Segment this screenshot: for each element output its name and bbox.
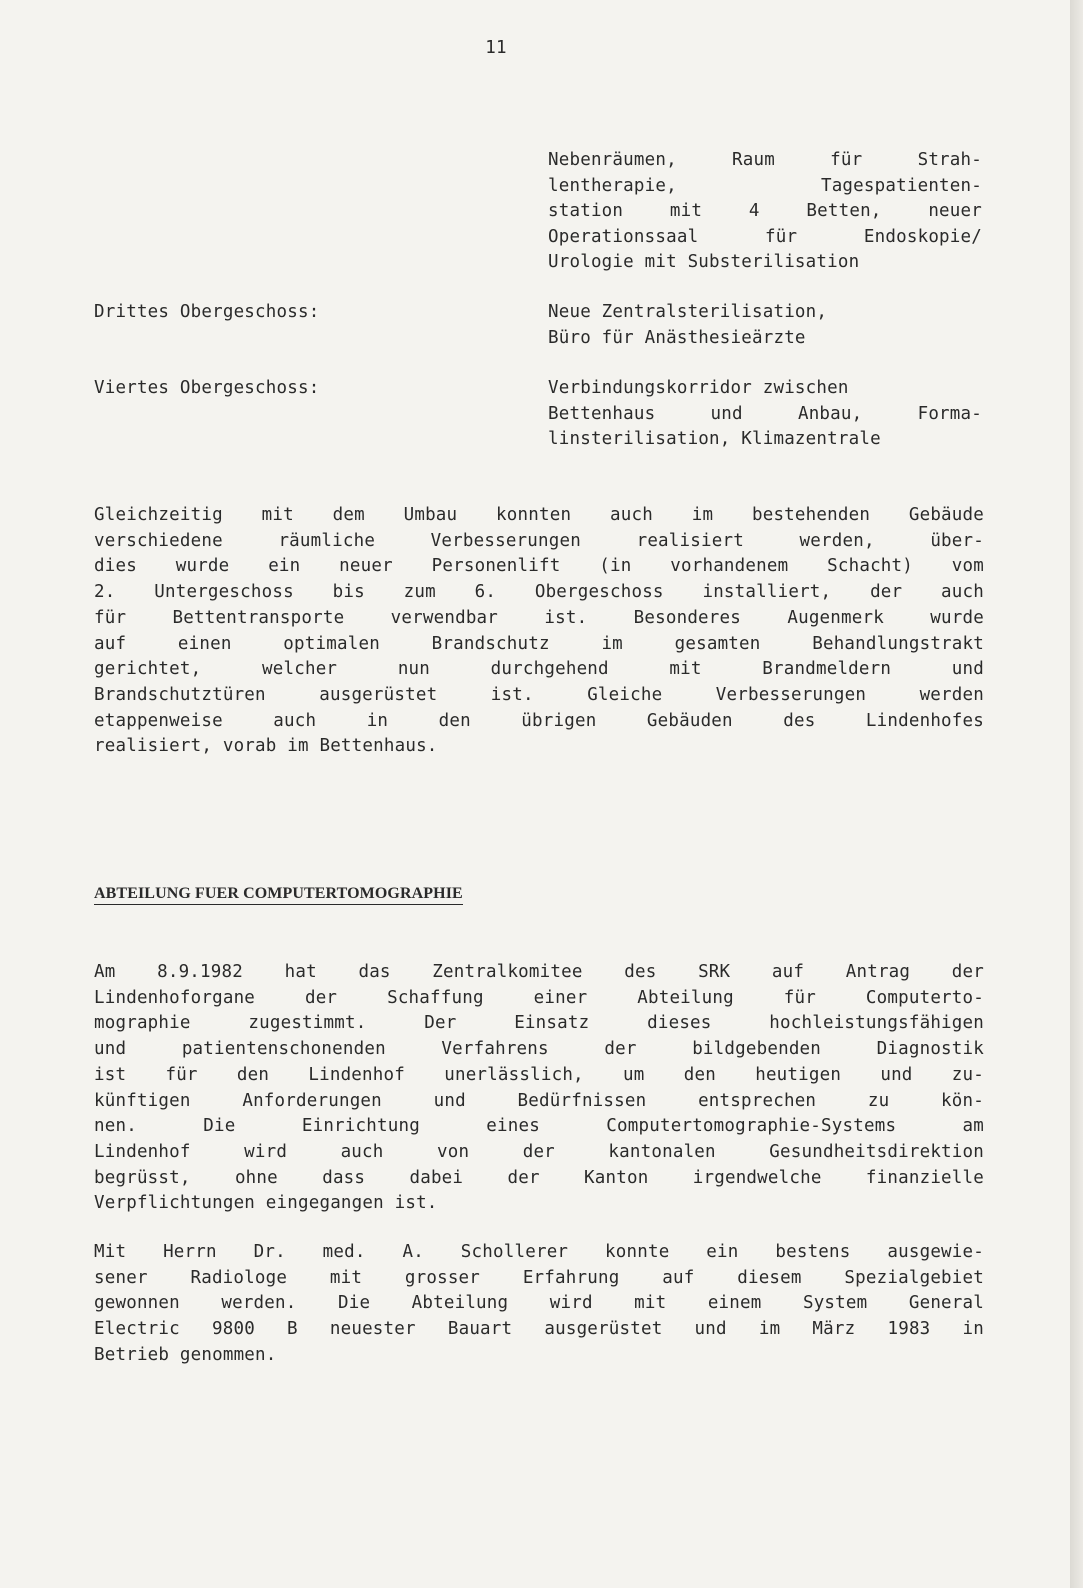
text-line: Electric 9800 B neuester Bauart ausgerüstet und im März 1983 in: [94, 1319, 984, 1340]
floor-label-fourth: Viertes Obergeschoss:: [94, 378, 320, 398]
text-line: künftigen Anforderungen und Bedürfnissen entsprechen zu kön-: [94, 1090, 984, 1111]
text-line: gewonnen werden. Die Abteilung wird mit einem System General: [94, 1293, 984, 1314]
page-number: 11: [485, 38, 507, 58]
text-line: für Bettentransporte verwendbar ist. Besonderes Augenmerk wurde: [94, 607, 984, 628]
paragraph-renovation: [94, 503, 984, 760]
text-line: Mit Herrn Dr. med. A. Schollerer konnte ein bestens ausgewie-: [94, 1242, 984, 1262]
text-line: Am 8.9.1982 hat das Zentralkomitee des SRK auf Antrag der: [94, 962, 984, 982]
text-line: Nebenräumen, Raum für Strah-: [548, 150, 982, 170]
paragraph-radiologist: [94, 1240, 984, 1369]
text-line: station mit 4 Betten, neuer: [548, 201, 982, 221]
section-heading: ABTEILUNG FUER COMPUTERTOMOGRAPHIE: [94, 885, 463, 905]
text-line: mographie zugestimmt. Der Einsatz dieses hochleistungsfähigen: [94, 1013, 984, 1034]
floor-label-third: Drittes Obergeschoss:: [94, 302, 320, 322]
text-line: auf einen optimalen Brandschutz im gesamten Behandlungstrakt: [94, 633, 984, 654]
text-line: lentherapie, Tagespatienten-: [548, 175, 982, 196]
text-line: Bettenhaus und Anbau, Forma-: [548, 403, 982, 424]
text-line: Betrieb genommen.: [94, 1344, 277, 1365]
text-line: etappenweise auch in den übrigen Gebäuden des Lindenhofes: [94, 710, 984, 731]
text-line: Verpflichtungen eingegangen ist.: [94, 1193, 438, 1214]
text-line: Brandschutztüren ausgerüstet ist. Gleiche Verbesserungen werden: [94, 684, 984, 705]
text-line: Neue Zentralsterilisation,: [548, 302, 828, 322]
text-line: Büro für Anästhesieärzte: [548, 327, 806, 348]
text-line: verschiedene räumliche Verbesserungen realisiert werden, über-: [94, 530, 984, 551]
text-line: Lindenhoforgane der Schaffung einer Abteilung für Computerto-: [94, 987, 984, 1008]
text-line: und patientenschonenden Verfahrens der bildgebenden Diagnostik: [94, 1039, 984, 1060]
text-line: ist für den Lindenhof unerlässlich, um den heutigen und zu-: [94, 1064, 984, 1085]
paragraph-ct-approval: [94, 960, 984, 1217]
text-line: nen. Die Einrichtung eines Computertomographie-Systems am: [94, 1116, 984, 1137]
continuation-description: [548, 148, 982, 276]
text-line: Verbindungskorridor zwischen: [548, 378, 849, 398]
text-line: sener Radiologe mit grosser Erfahrung auf diesem Spezialgebiet: [94, 1267, 984, 1288]
text-line: Gleichzeitig mit dem Umbau konnten auch im bestehenden Gebäude: [94, 505, 984, 525]
text-line: dies wurde ein neuer Personenlift (in vorhandenem Schacht) vom: [94, 556, 984, 577]
text-line: begrüsst, ohne dass dabei der Kanton irgendwelche finanzielle: [94, 1167, 984, 1188]
floor-description-fourth: [548, 376, 982, 453]
floor-description-third: [548, 300, 982, 351]
page-edge: [1070, 0, 1083, 1588]
text-line: Urologie mit Substerilisation: [548, 252, 860, 272]
text-line: Lindenhof wird auch von der kantonalen Gesundheitsdirektion: [94, 1141, 984, 1162]
text-line: linsterilisation, Klimazentrale: [548, 429, 881, 449]
text-line: Operationssaal für Endoskopie/: [548, 226, 982, 247]
text-line: 2. Untergeschoss bis zum 6. Obergeschoss installiert, der auch: [94, 582, 984, 603]
text-line: gerichtet, welcher nun durchgehend mit Brandmeldern und: [94, 659, 984, 680]
text-line: realisiert, vorab im Bettenhaus.: [94, 736, 438, 757]
